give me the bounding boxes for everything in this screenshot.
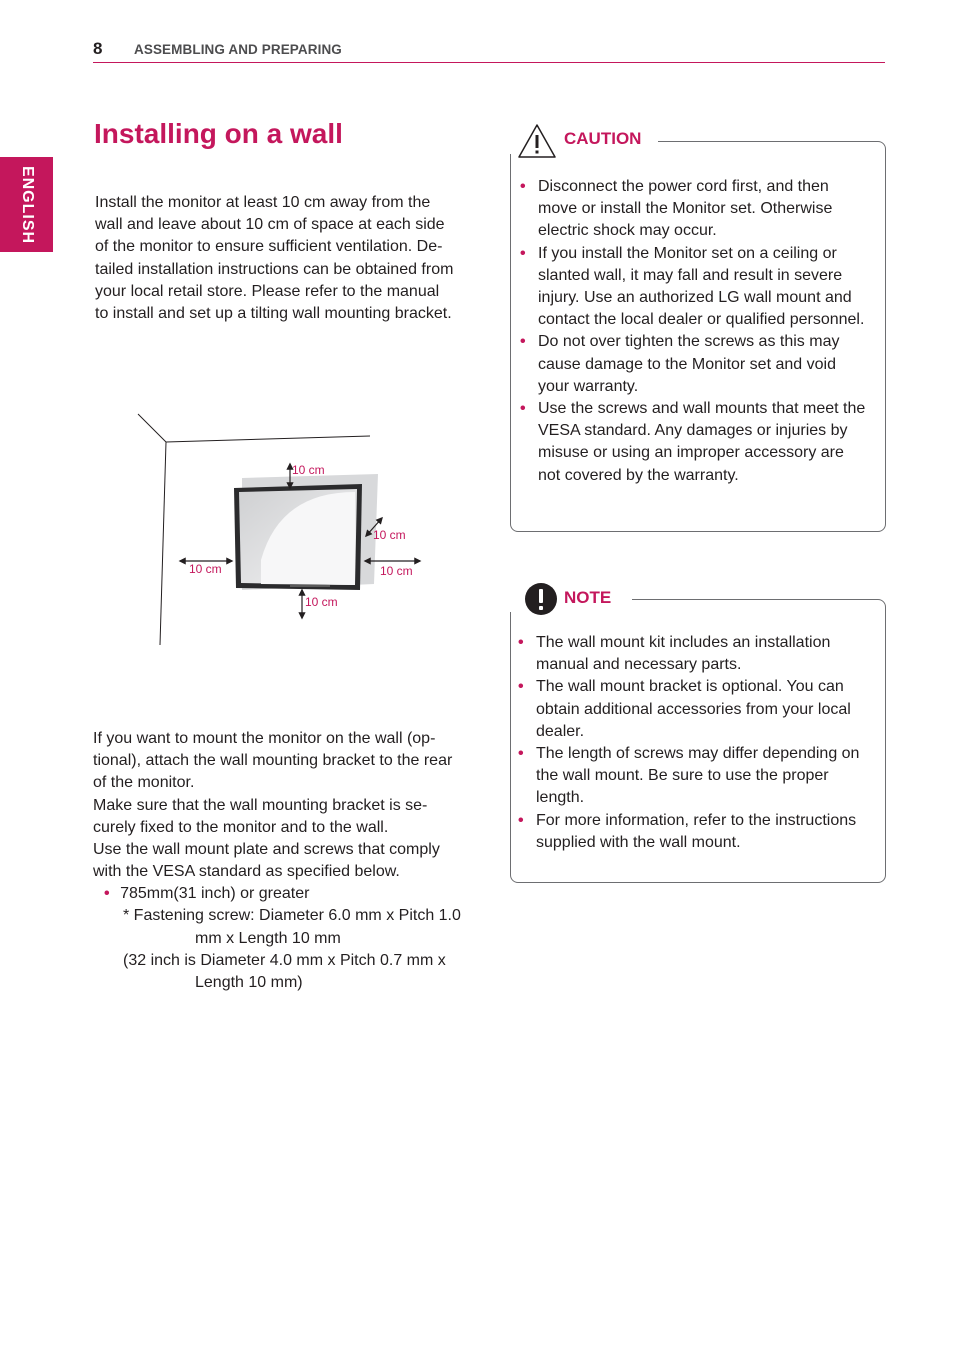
spec-screw-line: mm x Length 10 mm [195,930,341,947]
monitor-illustration [234,484,362,590]
language-tab-label: ENGLISH [18,165,36,244]
spec-alt-line: Length 10 mm) [195,974,303,991]
right-clearance-label: 10 cm [380,564,413,578]
list-item: • If you install the Monitor set on a ceiling or slanted wall, it may fall and result in severe injury. Use an authorized LG wall mount and contact the local dealer or qualified personnel. [514,243,869,332]
mounting-line: tional), attach the wall mounting bracket to the rear [93,752,453,770]
section-title: ASSEMBLING AND PREPARING [134,42,342,57]
mounting-line: curely fixed to the monitor and to the wall. [93,818,389,836]
spec-bullet-item [104,883,309,905]
intro-line: Install the monitor at least 10 cm away from the [95,194,431,211]
bottom-clearance-label: 10 cm [305,595,338,609]
intro-line: your local retail store. Please refer to the manual [95,282,440,300]
intro-line: of the monitor to ensure sufficient ventilation. De- [95,238,443,256]
intro-line: tailed installation instructions can be obtained from [95,260,454,278]
left-clearance-label: 10 cm [189,562,222,576]
wall-clearance-diagram [130,400,450,655]
mounting-line: with the VESA standard as specified below. [93,863,400,881]
list-item: • The wall mount kit includes an installation manual and necessary parts. [512,632,872,676]
mounting-line: If you want to mount the monitor on the wall (op- [93,730,436,747]
note-list [512,632,872,854]
warning-icon [517,123,557,159]
spec-screw-line: * Fastening screw: Diameter 6.0 mm x Pitch 1.0 [123,907,461,924]
list-item: • Do not over tighten the screws as this may cause damage to the Monitor set and void your warranty. [514,331,869,398]
page-title: Installing on a wall [94,118,343,149]
header-divider [93,62,885,63]
mounting-paragraph [93,728,478,883]
list-item: • Use the screws and wall mounts that meet the VESA standard. Any damages or injuries by misuse or using an improper accessory are not covered by the warranty. [514,398,869,487]
list-item: • Disconnect the power cord first, and then move or install the Monitor set. Otherwise electric shock may occur. [514,176,869,243]
language-tab [0,157,53,252]
exclamation-icon [524,582,558,616]
mounting-line: Make sure that the wall mounting bracket is se- [93,796,428,814]
mounting-line: Use the wall mount plate and screws that comply [93,841,440,859]
intro-line: to install and set up a tilting wall mounting bracket. [95,305,452,323]
list-item: • The wall mount bracket is optional. You can obtain additional accessories from your local dealer. [512,676,872,743]
note-label: NOTE [564,588,612,607]
list-item: • For more information, refer to the instructions supplied with the wall mount. [512,810,872,854]
rear-clearance-label: 10 cm [373,528,406,542]
page-number: 8 [93,39,103,58]
mounting-line: of the monitor. [93,774,195,792]
intro-paragraph [95,192,475,325]
caution-list [514,176,869,487]
top-clearance-label: 10 cm [292,463,325,477]
spec-bullet-text: 785mm(31 inch) or greater [120,885,310,902]
caution-label: CAUTION [564,129,642,148]
spec-alt-line: (32 inch is Diameter 4.0 mm x Pitch 0.7 mm x [123,952,446,969]
bullet-icon: • [104,885,110,902]
list-item: • The length of screws may differ depending on the wall mount. Be sure to use the proper length. [512,743,872,810]
intro-line: wall and leave about 10 cm of space at each side [95,216,445,234]
